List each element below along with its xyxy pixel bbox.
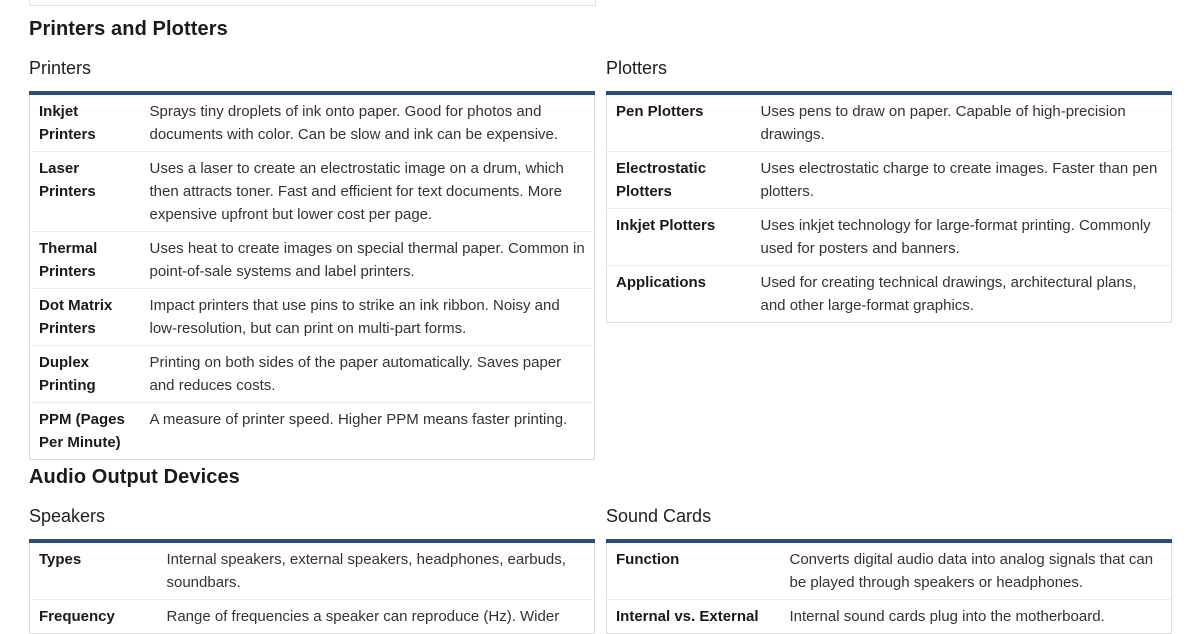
description-cell: Impact printers that use pins to strike an ink ribbon. Noisy and low-resolution, but can print on multi-part forms. [141,289,595,346]
table-row [30,541,595,600]
description-cell: Internal speakers, external speakers, headphones, earbuds, soundbars. [158,541,595,600]
table-row [607,266,1172,323]
table-row [607,209,1172,266]
table-row [30,346,595,403]
term-cell: PPM (Pages Per Minute) [39,411,125,451]
term-cell: Duplex Printing [30,346,141,403]
sound-cards-table [606,539,1172,634]
subsection-title-sound-cards: Sound Cards [606,506,712,526]
plotters-table [606,91,1172,323]
subsection-title-speakers: Speakers [29,506,106,526]
description-cell: Uses a laser to create an electrostatic image on a drum, which then attracts toner. Fast and efficient for text documents. More expensive upfront but lower cost per page. [141,152,595,232]
description-cell: Printing on both sides of the paper automatically. Saves paper and reduces costs. [141,346,595,403]
term-cell: Laser Printers [30,152,141,232]
table-row [607,600,1172,634]
table-row [607,93,1172,152]
section-title-audio-output: Audio Output Devices [29,466,240,488]
printers-table [29,91,595,460]
term-cell: Dot Matrix Printers [30,289,141,346]
term-cell: Frequency [39,608,115,625]
term-cell: Function [607,541,781,600]
table-row [30,93,595,152]
table-row [30,232,595,289]
table-row [30,152,595,232]
description-cell: Converts digital audio data into analog signals that can be played through speakers or headphones. [781,541,1172,600]
subsection-title-plotters: Plotters [606,58,668,78]
term-cell: Pen Plotters [607,93,752,152]
term-cell: Inkjet Plotters [607,209,752,266]
description-cell: Range of frequencies a speaker can reproduce (Hz). Wider [166,608,560,625]
table-row [30,289,595,346]
description-cell: Uses electrostatic charge to create images. Faster than pen plotters. [752,152,1172,209]
previous-table-bottom-edge [29,0,596,6]
speakers-table [29,539,595,634]
description-cell: Sprays tiny droplets of ink onto paper. Good for photos and documents with color. Can be slow and ink can be expensive. [141,93,595,152]
description-cell: Uses inkjet technology for large-format printing. Commonly used for posters and banners. [752,209,1172,266]
table-row [30,600,595,634]
term-cell: Internal vs. External [616,608,759,625]
description-cell: Internal sound cards plug into the motherboard. [789,608,1105,625]
subsection-title-printers: Printers [29,58,92,78]
table-row [607,541,1172,600]
description-cell: Uses pens to draw on paper. Capable of high-precision drawings. [752,93,1172,152]
term-cell: Inkjet Printers [30,93,141,152]
table-row [30,403,595,460]
term-cell: Applications [616,274,707,291]
table-row [607,152,1172,209]
section-title-printers-plotters: Printers and Plotters [29,18,228,40]
description-cell: Used for creating technical drawings, architectural plans, and other large-format graphics. [760,274,1137,314]
term-cell: Electrostatic Plotters [607,152,752,209]
description-cell: A measure of printer speed. Higher PPM means faster printing. [149,411,568,428]
term-cell: Thermal Printers [30,232,141,289]
description-cell: Uses heat to create images on special thermal paper. Common in point-of-sale systems and label printers. [141,232,595,289]
term-cell: Types [30,541,158,600]
